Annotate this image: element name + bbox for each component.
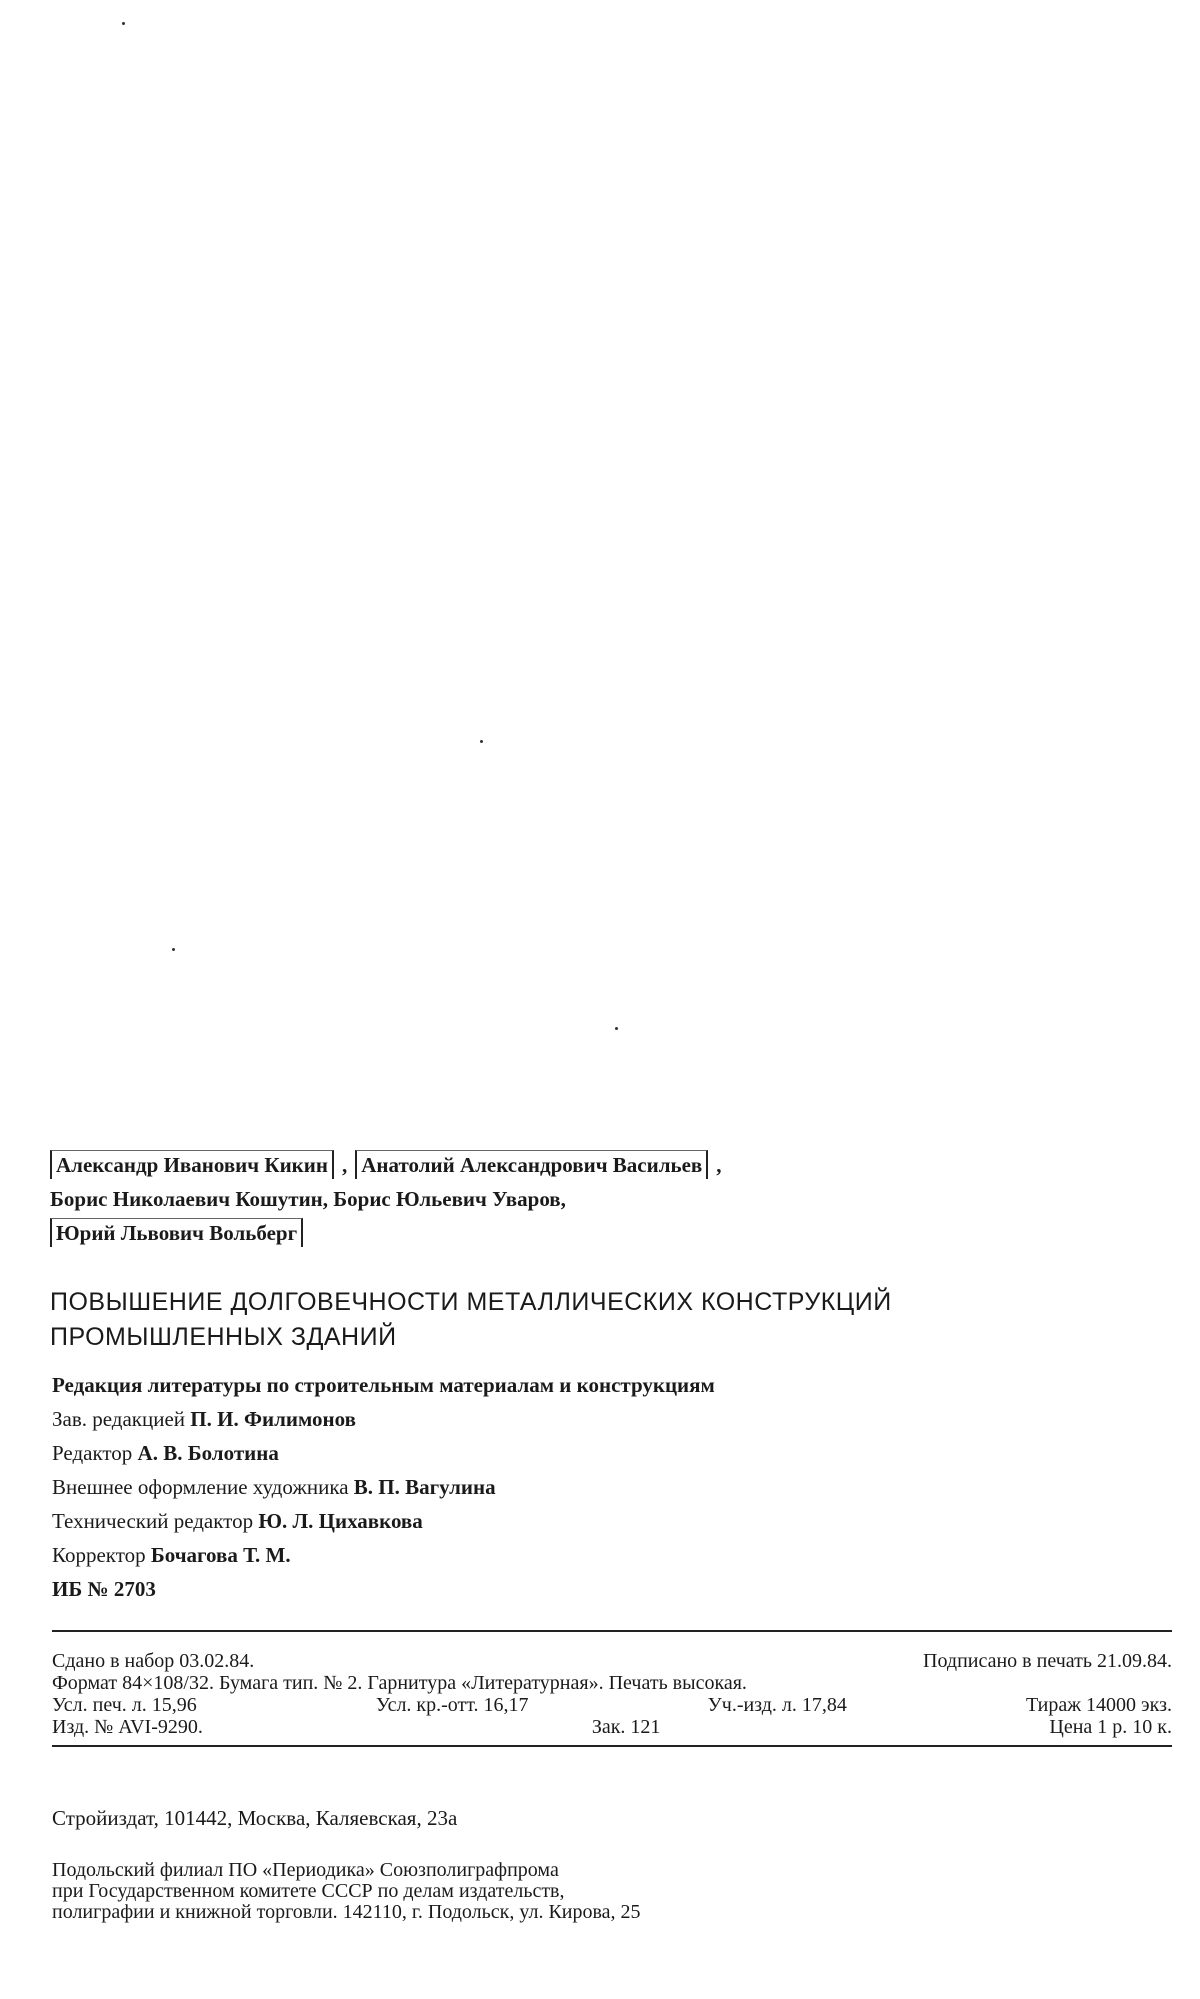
order-number: Зак. 121 [591,1716,661,1738]
design-name: В. П. Вагулина [353,1475,496,1499]
price: Цена 1 р. 10 к. [1049,1716,1172,1738]
specs-row-3 [52,1694,1172,1716]
corrector-name: Бочагова Т. М. [150,1543,291,1567]
printer-line-2: при Государственном комитете СССР по делам издательств, [52,1880,565,1902]
divider-top [52,1630,1172,1632]
editor-line [52,1436,1152,1470]
format-line: Формат 84×108/32. Бумага тип. № 2. Гарнитура «Литературная». Печать высокая. [52,1672,747,1694]
comma: , [716,1153,722,1177]
divider-bottom [52,1745,1172,1747]
print-specs [52,1650,1172,1738]
book-title [50,1285,1150,1355]
publishing-sheets: Уч.-изд. л. 17,84 [707,1694,847,1716]
comma: , [342,1153,348,1177]
head-editor-label: Зав. редакцией [52,1407,186,1431]
ib-number: ИБ № 2703 [52,1577,156,1601]
author-name-deceased: Анатолий Александрович Васильев [355,1150,708,1179]
tech-editor-name: Ю. Л. Цихавкова [258,1509,423,1533]
sent-to-typesetting: Сдано в набор 03.02.84. [52,1650,255,1672]
title-line-1: ПОВЫШЕНИЕ ДОЛГОВЕЧНОСТИ МЕТАЛЛИЧЕСКИХ КОНСТРУКЦИЙ [50,1288,892,1316]
publisher-address: Стройиздат, 101442, Москва, Каляевская, 23а [52,1806,458,1830]
department-line: Редакция литературы по строительным материалам и конструкциям [52,1373,715,1397]
scan-speck [615,1027,618,1030]
specs-row-4 [52,1716,1172,1738]
printer-line-1: Подольский филиал ПО «Периодика» Союзполиграфпрома [52,1859,559,1881]
editor-label: Редактор [52,1441,133,1465]
authors-line-2: Борис Николаевич Кошутин, Борис Юльевич Уваров, [50,1187,566,1211]
printer-address [52,1860,1152,1923]
author-name-deceased: Александр Иванович Кикин [50,1150,334,1179]
title-line-2: ПРОМЫШЛЕННЫХ ЗДАНИЙ [50,1323,397,1351]
corrector-line [52,1538,1152,1572]
tech-editor-line [52,1504,1152,1538]
head-editor-line [52,1402,1152,1436]
print-sheets: Усл. печ. л. 15,96 [52,1694,197,1716]
authors-line-3 [50,1216,1150,1250]
scan-speck [172,948,175,951]
authors-line-1 [50,1148,1150,1182]
tech-editor-label: Технический редактор [52,1509,254,1533]
author-name-deceased: Юрий Львович Вольберг [50,1218,303,1247]
color-prints: Усл. кр.-отт. 16,17 [375,1694,529,1716]
design-label: Внешнее оформление художника [52,1475,349,1499]
scan-speck [480,740,483,743]
editor-name: А. В. Болотина [137,1441,279,1465]
credits-block [52,1368,1152,1606]
signed-to-print: Подписано в печать 21.09.84. [923,1650,1172,1672]
design-line [52,1470,1152,1504]
corrector-label: Корректор [52,1543,146,1567]
publication-number: Изд. № AVI-9290. [52,1716,203,1738]
printer-line-3: полиграфии и книжной торговли. 142110, г. Подольск, ул. Кирова, 25 [52,1901,641,1923]
head-editor-name: П. И. Филимонов [190,1407,356,1431]
specs-row-1 [52,1650,1172,1672]
authors-block [50,1148,1150,1250]
scan-speck [122,22,125,25]
circulation: Тираж 14000 экз. [1025,1694,1172,1716]
